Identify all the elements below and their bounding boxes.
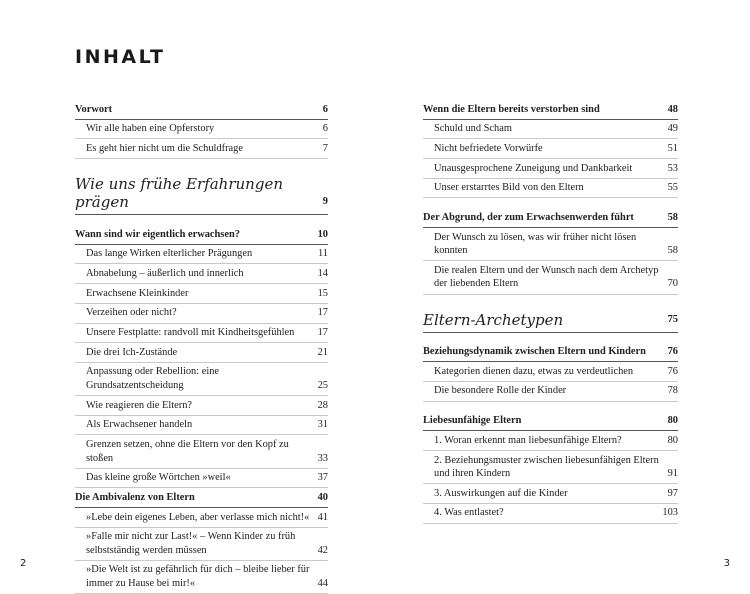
toc-entry-title: »Lebe dein eigenes Leben, aber verlasse mich nicht!« [86, 511, 310, 523]
toc-entry-sub [423, 179, 678, 199]
toc-entry-page: 9 [322, 196, 328, 208]
toc-entry-top [423, 100, 678, 120]
toc-entry-title: Der Abgrund, der zum Erwachsenwerden führt [423, 212, 634, 224]
toc-entry-page: 49 [667, 123, 678, 135]
toc-entry-title: Schuld und Scham [434, 123, 512, 135]
toc-entry-sub [75, 264, 328, 284]
toc-entry-page: 25 [317, 379, 328, 391]
toc-entry-title: Beziehungsdynamik zwischen Eltern und Kindern [423, 346, 646, 358]
toc-entry-page: 37 [317, 472, 328, 484]
toc-entry-sub [423, 228, 678, 261]
toc-entry-sub [75, 284, 328, 304]
toc-entry-title: »Falle mir nicht zur Last!« – Wenn Kinder zu früh selbstständig werden müssen [86, 531, 296, 556]
toc-entry-sub [423, 431, 678, 451]
toc-entry-page: 48 [667, 103, 678, 115]
toc-entry-sub [75, 396, 328, 416]
toc-entry-head [423, 343, 678, 363]
toc-entry-title: Eltern-Archetypen [423, 310, 564, 329]
toc-entry-sub [423, 261, 678, 294]
toc-entry-page: 7 [322, 142, 328, 154]
toc-entry-title: Verzeihen oder nicht? [86, 307, 177, 319]
toc-entry-sub [75, 435, 328, 468]
toc-entry-sub [423, 451, 678, 484]
toc-entry-page: 31 [317, 419, 328, 431]
toc-entry-page: 53 [667, 162, 678, 174]
page-title: INHALT [75, 46, 166, 68]
toc-entry-sub [75, 528, 328, 561]
toc-entry-page: 17 [317, 327, 328, 339]
toc-entry-title: Grenzen setzen, ohne die Eltern vor den Kopf zu stoßen [86, 439, 289, 464]
toc-entry-sub [423, 382, 678, 402]
toc-entry-page: 14 [317, 268, 328, 280]
toc-entry-sub [75, 363, 328, 396]
toc-entry-sub [75, 508, 328, 528]
toc-entry-title: Das lange Wirken elterlicher Prägungen [86, 248, 253, 260]
toc-entry-sub [423, 120, 678, 140]
toc-entry-title: Wenn die Eltern bereits verstorben sind [423, 103, 600, 115]
toc-entry-title: Wir alle haben eine Opferstory [86, 123, 215, 135]
toc-entry-page: 55 [667, 182, 678, 194]
toc-entry-title: Anpassung oder Rebellion: eine Grundsatzentscheidung [86, 366, 220, 391]
toc-entry-title: 2. Beziehungsmuster zwischen liebesunfähigen Eltern und ihren Kindern [434, 454, 659, 480]
toc-entry-title: Es geht hier nicht um die Schuldfrage [86, 142, 243, 154]
toc-entry-page: 17 [317, 307, 328, 319]
toc-entry-sub [75, 245, 328, 265]
toc-entry-title: Das kleine große Wörtchen »weil« [86, 472, 231, 484]
toc-entry-sub [75, 343, 328, 363]
toc-entry-title: Unausgesprochene Zuneigung und Dankbarkeit [434, 162, 633, 174]
toc-entry-sub [423, 484, 678, 504]
toc-entry-sub [75, 139, 328, 159]
toc-entry-title: Die Ambivalenz von Eltern [75, 491, 195, 503]
toc-entry-title: Liebesunfähige Eltern [423, 415, 522, 427]
toc-entry-page: 76 [667, 346, 678, 358]
page-number-left: 2 [20, 558, 27, 569]
toc-entry-title: »Die Welt ist zu gefährlich für dich – bleibe lieber für immer zu Hause bei mir!« [86, 564, 310, 589]
toc-entry-sub [75, 561, 328, 594]
toc-entry-sub [423, 139, 678, 159]
toc-entry-top [423, 412, 678, 432]
toc-entry-page: 78 [667, 385, 678, 397]
toc-entry-sub [423, 159, 678, 179]
toc-entry-title: Wann sind wir eigentlich erwachsen? [75, 228, 240, 240]
toc-right-column [423, 100, 678, 524]
toc-entry-page: 80 [667, 434, 678, 446]
toc-entry-title: Die drei Ich-Zustände [86, 346, 178, 358]
toc-entry-title: Erwachsene Kleinkinder [86, 287, 189, 299]
toc-entry-page: 97 [667, 487, 678, 499]
toc-entry-page: 103 [662, 507, 678, 519]
toc-entry-page: 6 [322, 103, 328, 115]
toc-entry-title: 1. Woran erkennt man liebesunfähige Eltern? [434, 434, 622, 446]
toc-entry-head [75, 488, 328, 508]
toc-entry-title: Unsere Festplatte: randvoll mit Kindheitsgefühlen [86, 327, 295, 339]
toc-entry-page: 21 [317, 346, 328, 358]
toc-entry-page: 11 [317, 248, 328, 260]
toc-entry-title: Unser erstarrtes Bild von den Eltern [434, 182, 584, 194]
toc-entry-page: 58 [667, 212, 678, 224]
toc-entry-page: 75 [667, 313, 678, 325]
toc-entry-title: Wie uns frühe Erfahrungen prägen [75, 175, 283, 212]
toc-entry-title: Vorwort [75, 103, 113, 115]
toc-entry-page: 91 [667, 468, 678, 480]
toc-entry-sub [75, 324, 328, 344]
toc-entry-sub [423, 362, 678, 382]
toc-entry-title: 3. Auswirkungen auf die Kinder [434, 487, 568, 499]
toc-entry-title: Wie reagieren die Eltern? [86, 399, 193, 411]
toc-entry-page: 80 [667, 415, 678, 427]
toc-entry-page: 28 [317, 399, 328, 411]
toc-entry-title: Die besondere Rolle der Kinder [434, 385, 567, 397]
toc-left-column [75, 100, 328, 594]
toc-entry-title: Abnabelung – äußerlich und innerlich [86, 268, 244, 280]
toc-entry-page: 10 [317, 228, 328, 240]
toc-entry-title: 4. Was entlastet? [434, 507, 504, 519]
toc-entry-title: Als Erwachsener handeln [86, 419, 193, 431]
toc-entry-top [423, 208, 678, 228]
toc-entry-title: Die realen Eltern und der Wunsch nach dem Archetyp der liebenden Eltern [434, 264, 659, 290]
toc-entry-page: 44 [317, 577, 328, 589]
toc-entry-sub [75, 120, 328, 140]
toc-entry-page: 42 [317, 544, 328, 556]
toc-entry-head [75, 225, 328, 245]
toc-entry-page: 15 [317, 287, 328, 299]
toc-entry-sub [423, 504, 678, 524]
toc-entry-sub [75, 469, 328, 489]
toc-entry-sub [75, 304, 328, 324]
toc-entry-page: 76 [667, 365, 678, 377]
toc-entry-chapter [75, 171, 328, 215]
toc-entry-top [75, 100, 328, 120]
toc-entry-page: 40 [317, 491, 328, 503]
toc-entry-chapter [423, 307, 678, 333]
toc-entry-page: 33 [317, 452, 328, 464]
toc-entry-sub [75, 416, 328, 436]
toc-entry-title: Nicht befriedete Vorwürfe [434, 142, 543, 154]
page-number-right: 3 [723, 558, 730, 569]
toc-entry-page: 6 [322, 123, 328, 135]
toc-entry-page: 51 [667, 142, 678, 154]
toc-entry-page: 70 [667, 278, 678, 290]
toc-entry-page: 58 [667, 245, 678, 257]
toc-entry-title: Kategorien dienen dazu, etwas zu verdeutlichen [434, 365, 634, 377]
toc-entry-page: 41 [317, 511, 328, 523]
toc-entry-title: Der Wunsch zu lösen, was wir früher nicht lösen konnten [434, 231, 637, 257]
